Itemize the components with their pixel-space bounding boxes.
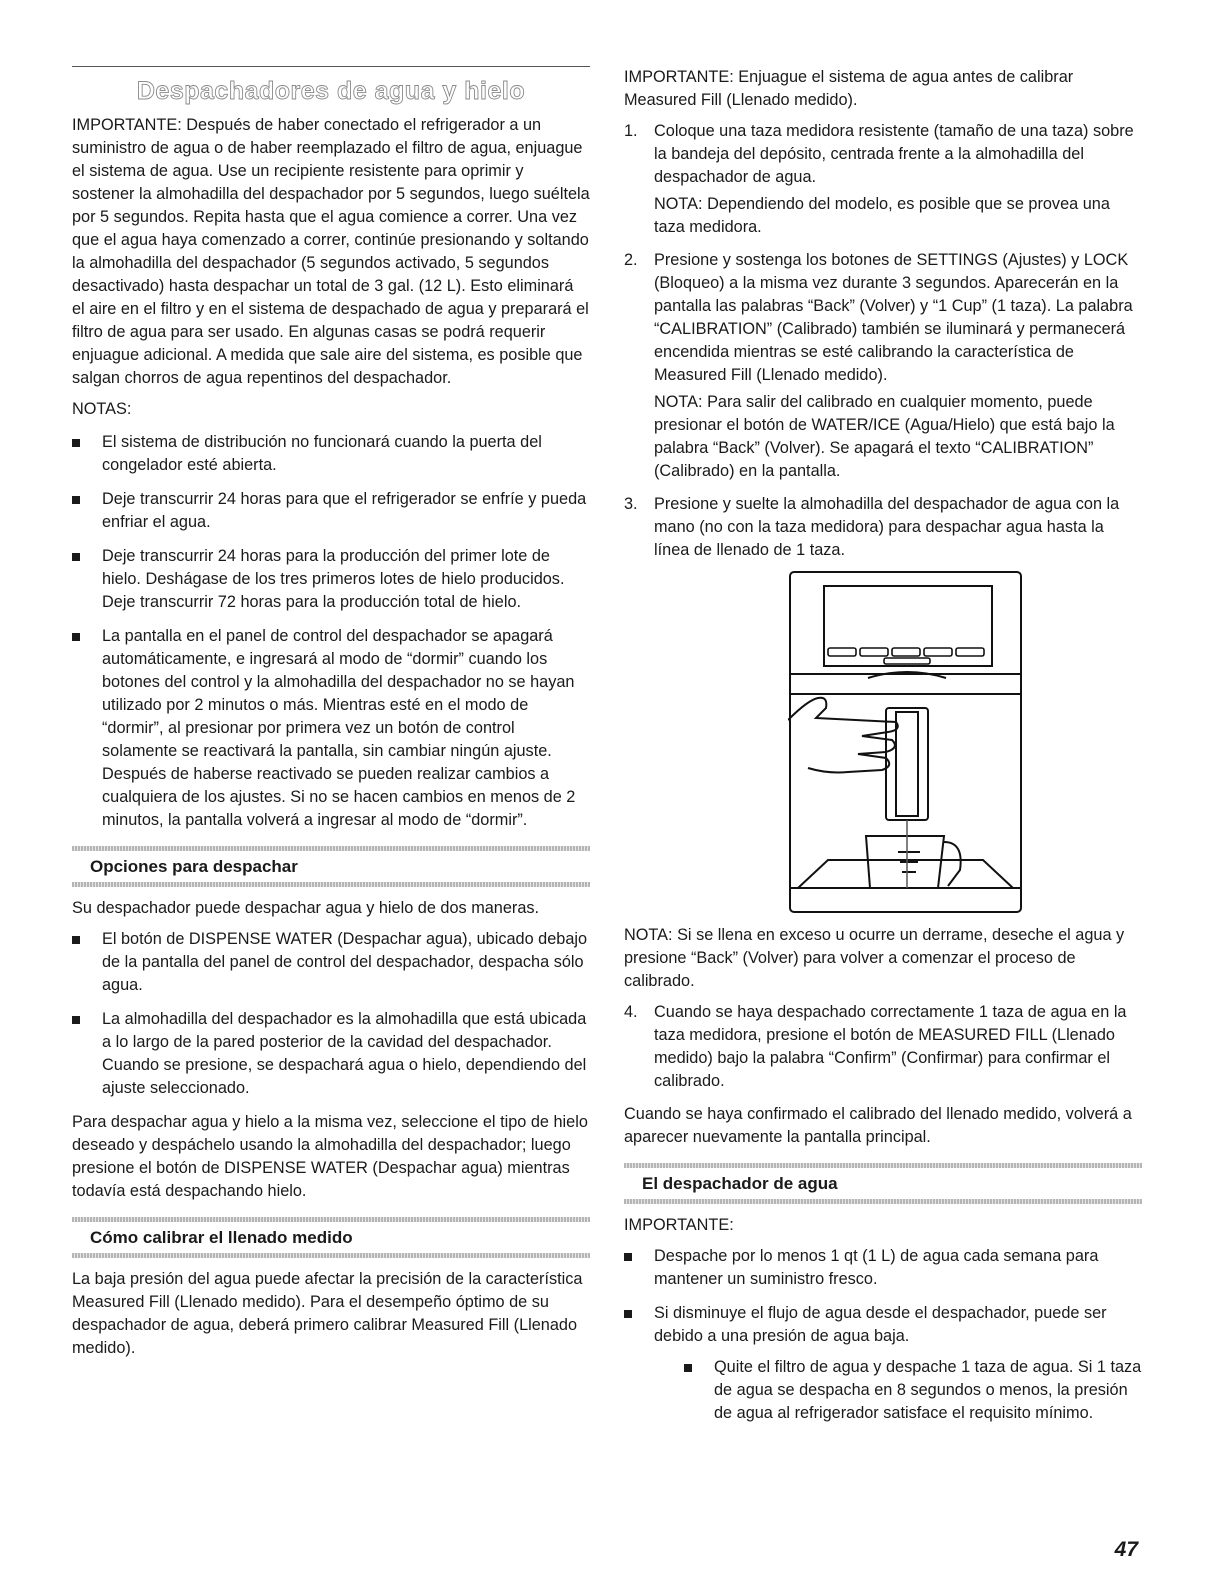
step-item: [624, 249, 1142, 483]
list-item: Despache por lo menos 1 qt (1 L) de agua cada semana para mantener un suministro fresco.: [624, 1245, 1142, 1291]
section-band: [72, 1253, 590, 1258]
figure-note-text: Si se llena en exceso u ocurre un derrame, deseche el agua y presione “Back” (Volver) para volver a comenzar el proceso de calibrado.: [624, 926, 1125, 990]
note-label: NOTA:: [654, 195, 703, 213]
dispenser-pad: [886, 708, 928, 820]
list-item: [624, 1302, 1142, 1425]
notes-label: NOTAS:: [72, 400, 132, 418]
left-column: [72, 66, 590, 1368]
note-text: Dependiendo del modelo, es posible que se provea una taza medidora.: [654, 195, 1110, 236]
steps-list: [624, 120, 1142, 562]
note-label: NOTA:: [654, 393, 703, 411]
intro-paragraph: [72, 114, 590, 390]
note-text: Para salir del calibrado en cualquier momento, puede presionar el botón de WATER/ICE (Agua/Hielo) que está bajo la palabra “Back” (Volver). Se apagará el texto “CALIBRATION” (Calibrado) en la pantalla.: [654, 393, 1115, 480]
list-item: Deje transcurrir 24 horas para la producción del primer lote de hielo. Deshágase de los tres primeros lotes de hielo producidos. Deje transcurrir 72 horas para la producción total de hielo.: [72, 545, 590, 614]
section-band: [624, 1199, 1142, 1204]
dispenser-drawing: [788, 570, 1054, 914]
opciones-intro: Su despachador puede despachar agua y hielo de dos maneras.: [72, 899, 540, 917]
right-intro: [624, 66, 1142, 112]
intro-label: IMPORTANTE:: [72, 116, 182, 134]
step-item: [624, 493, 1142, 562]
step4-list: [624, 1001, 1142, 1093]
page-number: 47: [1114, 1538, 1138, 1561]
list-item: El sistema de distribución no funcionará cuando la puerta del congelador esté abierta.: [72, 431, 590, 477]
section-title: Opciones para despachar: [90, 857, 298, 876]
figure-note: [624, 924, 1142, 993]
figure-note-label: NOTA:: [624, 926, 673, 944]
list-item: Deje transcurrir 24 horas para que el refrigerador se enfríe y pueda enfriar el agua.: [72, 488, 590, 534]
top-rule: [72, 66, 590, 67]
section-header-opciones: [72, 846, 590, 887]
section-band: [72, 882, 590, 887]
tray-edge: [798, 860, 1013, 888]
step-number: 2.: [624, 251, 638, 269]
intro-text: Después de haber conectado el refrigerador a un suministro de agua o de haber reemplazado el filtro de agua, enjuague el sistema de agua. Use un recipiente resistente para oprimir y sostener la almohadilla del despachador por 5 segundos, luego suéltela por 5 segundos. Repita hasta que el agua comience a correr. Una vez que el agua haya comenzado a correr, continúe presionando y soltando la almohadilla del despachador (5 segundos activado, 5 segundos desactivado) hasta despachar un total de 3 gal. (12 L). Esto eliminará el aire en el filtro y en el sistema de despachado de agua y preparará el filtro de agua para ser usado. En algunas casas se podrá requerir enjuague adicional. A medida que sale aire del sistema, es posible que salgan chorros de agua repentinos del despachador.: [72, 116, 590, 387]
section-title: Cómo calibrar el llenado medido: [90, 1228, 353, 1247]
step-number: 3.: [624, 495, 638, 513]
right-intro-text: Enjuague el sistema de agua antes de calibrar Measured Fill (Llenado medido).: [624, 68, 1074, 109]
notes-list: [72, 431, 590, 832]
opciones-outro: Para despachar agua y hielo a la misma vez, seleccione el tipo de hielo deseado y despáchelo usando la almohadilla del despachador; luego presione el botón de DISPENSE WATER (Despachar agua) mientras todavía está despachando hielo.: [72, 1113, 588, 1200]
nested-list: [684, 1356, 1142, 1425]
pad-inner: [896, 712, 918, 816]
step-item: [624, 1001, 1142, 1093]
list-item: El botón de DISPENSE WATER (Despachar agua), ubicado debajo de la pantalla del panel de control del despachador, despacha sólo agua.: [72, 928, 590, 997]
confirm-text: Cuando se haya confirmado el calibrado del llenado medido, volverá a aparecer nuevamente la pantalla principal.: [624, 1105, 1132, 1146]
list-item: Quite el filtro de agua y despache 1 taza de agua. Si 1 taza de agua se despacha en 8 segundos o menos, la presión de agua al refrigerador satisface el requisito mínimo.: [684, 1356, 1142, 1425]
step-text: Coloque una taza medidora resistente (tamaño de una taza) sobre la bandeja del depósito, centrada frente a la almohadilla del despachador de agua.: [654, 122, 1134, 186]
step-number: 1.: [624, 122, 638, 140]
despachador-label: IMPORTANTE:: [624, 1216, 734, 1234]
cup-marks: [898, 852, 920, 872]
step-note: [654, 193, 1142, 239]
display-screen: [824, 586, 992, 666]
step-text: Presione y suelte la almohadilla del despachador de agua con la mano (no con la taza medidora) para despachar agua hasta la línea de llenado de 1 taza.: [654, 495, 1120, 559]
calibrar-text: La baja presión del agua puede afectar la precisión de la característica Measured Fill (Llenado medido). Para el desempeño óptimo de su despachador de agua, deberá primero calibrar Measured Fill (Llenado medido).: [72, 1270, 583, 1357]
list-item-text: Si disminuye el flujo de agua desde el despachador, puede ser debido a una presión de agua baja.: [654, 1304, 1107, 1345]
hand-sketch: [788, 698, 898, 773]
right-intro-label: IMPORTANTE:: [624, 68, 734, 86]
step-item: [624, 120, 1142, 239]
opciones-list: [72, 928, 590, 1100]
list-item: La almohadilla del despachador es la almohadilla que está ubicada a lo largo de la pared posterior de la cavidad del despachador. Cuando se presione, se despachará agua o hielo, dependiendo del ajuste seleccionado.: [72, 1008, 590, 1100]
cup-handle: [944, 842, 961, 886]
dispenser-illustration: [788, 570, 1054, 914]
step-note: [654, 391, 1142, 483]
page-title: Despachadores de agua y hielo: [136, 77, 526, 105]
step-number: 4.: [624, 1003, 638, 1021]
right-column: [624, 66, 1142, 1436]
step-text: Cuando se haya despachado correctamente 1 taza de agua en la taza medidora, presione el botón de MEASURED FILL (Llenado medido) bajo la palabra “Confirm” (Confirmar) para confirmar el calibrado.: [654, 1003, 1127, 1090]
step-text: Presione y sostenga los botones de SETTINGS (Ajustes) y LOCK (Bloqueo) a la misma vez durante 3 segundos. Aparecerán en la pantalla las palabras “Back” (Volver) y “1 Cup” (1 taza). La palabra “CALIBRATION” (Calibrado) también se iluminará y permanecerá encendida mientras se esté calibrando la característica de Measured Fill (Llenado medido).: [654, 251, 1133, 384]
section-header-despachador: [624, 1163, 1142, 1204]
despachador-list: [624, 1245, 1142, 1425]
list-item: La pantalla en el panel de control del despachador se apagará automáticamente, e ingresará al modo de “dormir” cuando los botones del control y la almohadilla del despachador no se hayan utilizado por 2 minutos o más. Mientras esté en el modo de “dormir”, al presionar por primera vez un botón de control solamente se reactivará la pantalla, sin cambiar ningún ajuste. Después de haberse reactivado se pueden realizar cambios a cualquiera de los ajustes. Si no se hacen cambios en menos de 2 minutos, la pantalla volverá a ingresar al modo de “dormir”.: [72, 625, 590, 832]
section-title: El despachador de agua: [642, 1174, 838, 1193]
section-header-calibrar: [72, 1217, 590, 1258]
